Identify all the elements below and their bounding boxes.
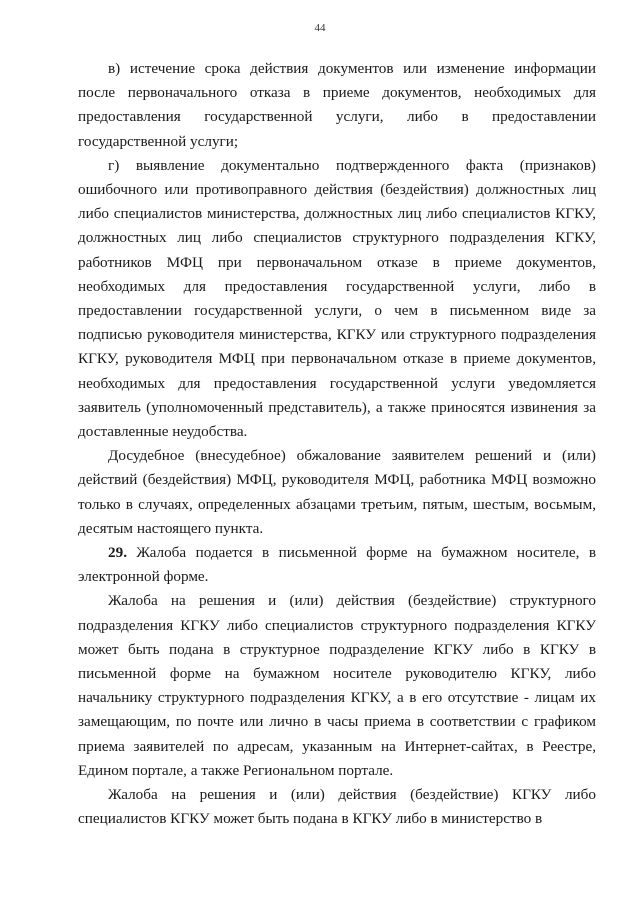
paragraph-item-v (78, 57, 596, 154)
paragraph-pretrial-appeal (78, 444, 596, 541)
paragraph-text: г) выявление документально подтвержденного факта (признаков) ошибочного или противоправного действия (бездействия) должностных лиц либо специалистов министерства, должностных лиц либо специалистов КГКУ, должностных лиц либо специалистов структурного подразделения КГКУ, работников МФЦ при первоначальном отказе в приеме документов, необходимых для предоставления государственной услуги, либо в предоставлении государственной услуги, о чем в письменном виде за подписью руководителя министерства, КГКУ или структурного подразделения КГКУ, руководителя МФЦ при первоначальном отказе в приеме документов, необходимых для предоставления государственной услуги уведомляется заявитель (уполномоченный представитель), а также приносятся извинения за доставленные неудобства. (78, 156, 596, 441)
paragraph-text: в) истечение срока действия документов или изменение информации после первоначального отказа в приеме документов, необходимых для предоставления государственной услуги, либо в предоставлении государственной услуги; (78, 60, 596, 150)
paragraph-clause-29 (78, 541, 596, 589)
paragraph-text: Досудебное (внесудебное) обжалование заявителем решений и (или) действий (бездействия) МФЦ, руководителя МФЦ, работника МФЦ возможно только в случаях, определенных абзацами третьим, пятым, шестым, восьмым, десятым настоящего пункта. (78, 447, 596, 537)
paragraph-text: Жалоба на решения и (или) действия (бездействие) структурного подразделения КГКУ либо специалистов структурного подразделения КГКУ может быть подана в структурное подразделение КГКУ либо в КГКУ в письменной форме на бумажном носителе руководителю КГКУ, либо начальнику структурного подразделения КГКУ, а в его отсутствие - лицам их замещающим, по почте или лично в часы приема в соответствии с графиком приема заявителей по адресам, указанным на Интернет-сайтах, в Реестре, Едином портале, а также Региональном портале. (78, 592, 596, 779)
clause-number: 29. (108, 544, 127, 562)
paragraph-complaint-kgku (78, 783, 596, 831)
paragraph-text: Жалоба подается в письменной форме на бумажном носителе, в электронной форме. (78, 544, 596, 586)
page-number: 44 (314, 22, 326, 34)
paragraph-text: Жалоба на решения и (или) действия (бездействие) КГКУ либо специалистов КГКУ может быть подана в КГКУ либо в министерство в (78, 786, 596, 828)
paragraph-complaint-structural-unit (78, 589, 596, 783)
paragraph-item-g (78, 154, 596, 444)
document-body (78, 57, 596, 832)
